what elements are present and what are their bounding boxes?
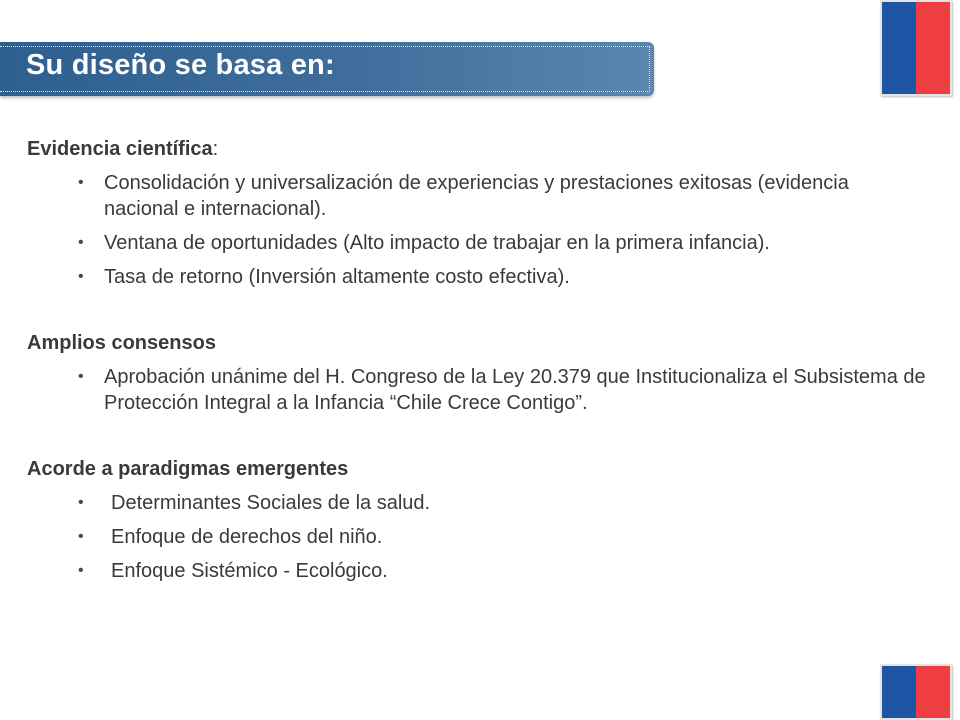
bullet-icon: • [78, 268, 84, 285]
flag-blue-stripe [882, 666, 916, 718]
bullet-list-paradigmas [27, 490, 927, 584]
bullet-icon: • [78, 528, 84, 545]
bullet-icon: • [78, 494, 84, 511]
bullet-icon: • [78, 368, 84, 385]
banner-dotted-border-bottom [0, 91, 648, 92]
list-item: • Aprobación unánime del H. Congreso de la Ley 20.379 que Institucionaliza el Subsistema de Protección Integral a la Infancia “Chile Crece Contigo”. [78, 366, 926, 414]
banner-dotted-border-top [0, 46, 648, 47]
slide-content [27, 136, 927, 584]
list-item: • Tasa de retorno (Inversión altamente costo efectiva). [78, 266, 570, 288]
section-heading-paradigmas: Acorde a paradigmas emergentes [27, 458, 349, 480]
list-item: • Ventana de oportunidades (Alto impacto de trabajar en la primera infancia). [78, 232, 770, 254]
slide-title: Su diseño se basa en: [26, 49, 335, 81]
flag-blue-stripe [882, 2, 916, 94]
bullet-icon: • [78, 174, 84, 191]
flag-red-stripe [916, 666, 950, 718]
bullet-list-consensos [27, 364, 927, 416]
chile-flag-logo-bottom [880, 664, 952, 720]
list-item: • Enfoque de derechos del niño. [78, 526, 383, 548]
list-item: • Determinantes Sociales de la salud. [78, 492, 431, 514]
chile-flag-logo-top [880, 0, 952, 96]
bullet-icon: • [78, 562, 84, 579]
flag-red-stripe [916, 2, 950, 94]
banner-dotted-border-right [649, 46, 650, 92]
title-banner [0, 42, 654, 96]
section-heading-evidencia: Evidencia científica: [27, 138, 219, 160]
bullet-list-evidencia [27, 170, 927, 290]
section-heading-consensos: Amplios consensos [27, 332, 216, 354]
list-item: • Enfoque Sistémico - Ecológico. [78, 560, 388, 582]
bullet-icon: • [78, 234, 84, 251]
list-item: • Consolidación y universalización de experiencias y prestaciones exitosas (evidencia nacional e internacional). [78, 172, 849, 220]
